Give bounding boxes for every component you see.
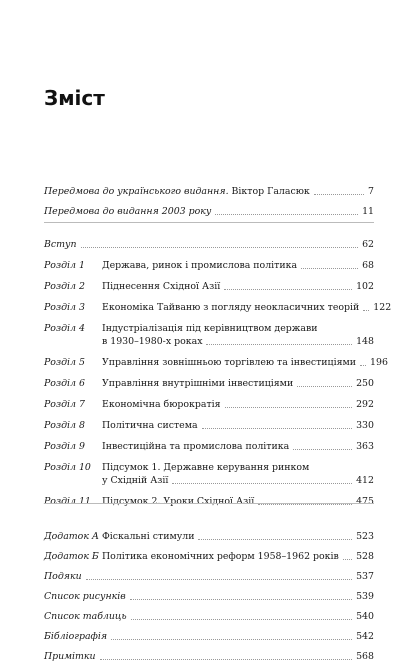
- chapter-title: Підсумок 2. Уроки Східної Азії: [102, 496, 255, 507]
- section-divider: [44, 503, 374, 504]
- chapter-title: Економіка Тайваню з погляду неокласичних теорій: [102, 302, 360, 313]
- toc-page-number: 475: [356, 496, 374, 507]
- toc-entry-chapter-10[interactable]: [44, 461, 374, 487]
- table-of-contents: [44, 185, 392, 663]
- leader-dots: [130, 598, 352, 600]
- chapter-title-line-2: у Східній Азії: [102, 475, 169, 486]
- leader-dots: [293, 448, 352, 450]
- toc-entry-foreword-ukrainian[interactable]: [44, 185, 374, 198]
- toc-page-number: 11: [362, 206, 374, 217]
- leader-dots: [224, 288, 352, 290]
- toc-page-number: 523: [356, 531, 374, 542]
- toc-page-number: 330: [356, 420, 374, 431]
- chapter-title: Політична система: [102, 420, 198, 431]
- leader-dots: [202, 427, 353, 429]
- leader-dots: [86, 578, 352, 580]
- appendix-title: Політика економічних реформ 1958–1962 років: [102, 551, 339, 562]
- leader-dots: [198, 538, 352, 540]
- toc-page-number: 68: [362, 260, 374, 271]
- toc-entry-label: Передмова до видання 2003 року: [44, 206, 212, 217]
- leader-dots: [225, 406, 353, 408]
- toc-page-number: 196: [370, 357, 388, 368]
- toc-page-number: 537: [356, 571, 374, 582]
- toc-page-number: 568: [356, 651, 374, 662]
- toc-entry-label: Примітки: [44, 651, 96, 662]
- toc-entry-label: Бібліографія: [44, 631, 108, 642]
- toc-page-number: 250: [356, 378, 374, 389]
- toc-entry-list-of-tables[interactable]: [44, 610, 374, 623]
- chapter-number: Розділ 4: [44, 323, 85, 334]
- toc-entry-chapter-9[interactable]: [44, 440, 374, 453]
- chapter-number: Розділ 9: [44, 441, 85, 452]
- chapter-title: Управління внутрішніми інвестиціями: [102, 378, 294, 389]
- appendix-label: Додаток А: [44, 531, 100, 542]
- chapter-number: Розділ 1: [44, 260, 85, 271]
- leader-dots: [360, 364, 366, 366]
- leader-dots: [81, 246, 359, 248]
- toc-entry-chapter-1[interactable]: [44, 259, 374, 272]
- leader-dots: [172, 482, 352, 484]
- toc-entry-chapter-2[interactable]: [44, 280, 374, 293]
- toc-page-number: 528: [356, 551, 374, 562]
- chapter-number: Розділ 11: [44, 496, 91, 507]
- chapter-title: Індустріалізація під керівництвом держави: [102, 323, 318, 334]
- section-divider: [44, 222, 374, 223]
- toc-page-number: 363: [356, 441, 374, 452]
- chapter-number: Розділ 5: [44, 357, 85, 368]
- leader-dots: [363, 309, 369, 311]
- toc-entry-notes[interactable]: [44, 650, 374, 663]
- leader-dots: [314, 193, 364, 195]
- chapter-number: Розділ 8: [44, 420, 85, 431]
- leader-dots: [297, 385, 352, 387]
- chapter-title: Підсумок 1. Державне керування ринком: [102, 462, 310, 473]
- chapter-number: Розділ 6: [44, 378, 85, 389]
- toc-entry-label: Передмова до українського видання.: [44, 186, 229, 197]
- toc-page-number: 292: [356, 399, 374, 410]
- toc-page-number: 412: [356, 475, 374, 486]
- toc-page-number: 122: [373, 302, 392, 313]
- leader-dots: [206, 343, 352, 345]
- leader-dots: [301, 267, 358, 269]
- toc-entry-chapter-7[interactable]: [44, 398, 374, 411]
- toc-entry-chapter-3[interactable]: [44, 301, 392, 314]
- toc-page-number: 539: [356, 591, 374, 602]
- page-title: Зміст: [44, 86, 105, 110]
- leader-dots: [215, 213, 358, 215]
- toc-entry-intro[interactable]: [44, 238, 374, 251]
- toc-page-number: 7: [368, 186, 374, 197]
- toc-entry-label: Вступ: [44, 239, 77, 250]
- appendix-title: Фіскальні стимули: [102, 531, 195, 542]
- chapter-number: Розділ 3: [44, 302, 85, 313]
- chapter-number: Розділ 10: [44, 462, 91, 473]
- toc-entry-foreword-2003[interactable]: [44, 205, 374, 218]
- leader-dots: [100, 658, 353, 660]
- chapter-title: Економічна бюрократія: [102, 399, 221, 410]
- toc-entry-chapter-8[interactable]: [44, 419, 374, 432]
- chapter-title: Інвестиційна та промислова політика: [102, 441, 290, 452]
- toc-entry-author: Віктор Галасюк: [231, 186, 310, 197]
- chapter-number: Розділ 7: [44, 399, 85, 410]
- chapter-title: Управління зовнішньою торгівлею та інвестиціями: [102, 357, 357, 368]
- toc-entry-appendix-b[interactable]: [44, 550, 374, 563]
- toc-page-number: 62: [362, 239, 374, 250]
- chapter-number: Розділ 2: [44, 281, 85, 292]
- leader-dots: [343, 558, 352, 560]
- toc-entry-chapter-5[interactable]: [44, 356, 388, 369]
- chapter-title: Піднесення Східної Азії: [102, 281, 221, 292]
- toc-entry-acknowledgements[interactable]: [44, 570, 374, 583]
- leader-dots: [111, 638, 352, 640]
- toc-entry-label: Список таблиць: [44, 611, 127, 622]
- toc-entry-list-of-figures[interactable]: [44, 590, 374, 603]
- toc-entry-chapter-6[interactable]: [44, 377, 374, 390]
- chapter-title-line-2: в 1930–1980-х роках: [102, 336, 203, 347]
- toc-entry-bibliography[interactable]: [44, 630, 374, 643]
- toc-page-number: 542: [356, 631, 374, 642]
- toc-page-number: 102: [356, 281, 374, 292]
- toc-entry-label: Подяки: [44, 571, 82, 582]
- leader-dots: [131, 618, 353, 620]
- toc-entry-chapter-4[interactable]: [44, 322, 374, 348]
- toc-entry-chapter-11[interactable]: [44, 495, 374, 508]
- appendix-label: Додаток Б: [44, 551, 99, 562]
- toc-page-number: 540: [356, 611, 374, 622]
- toc-entry-label: Список рисунків: [44, 591, 126, 602]
- chapter-title: Держава, ринок і промислова політика: [102, 260, 298, 271]
- toc-entry-appendix-a[interactable]: [44, 530, 374, 543]
- toc-page-number: 148: [356, 336, 374, 347]
